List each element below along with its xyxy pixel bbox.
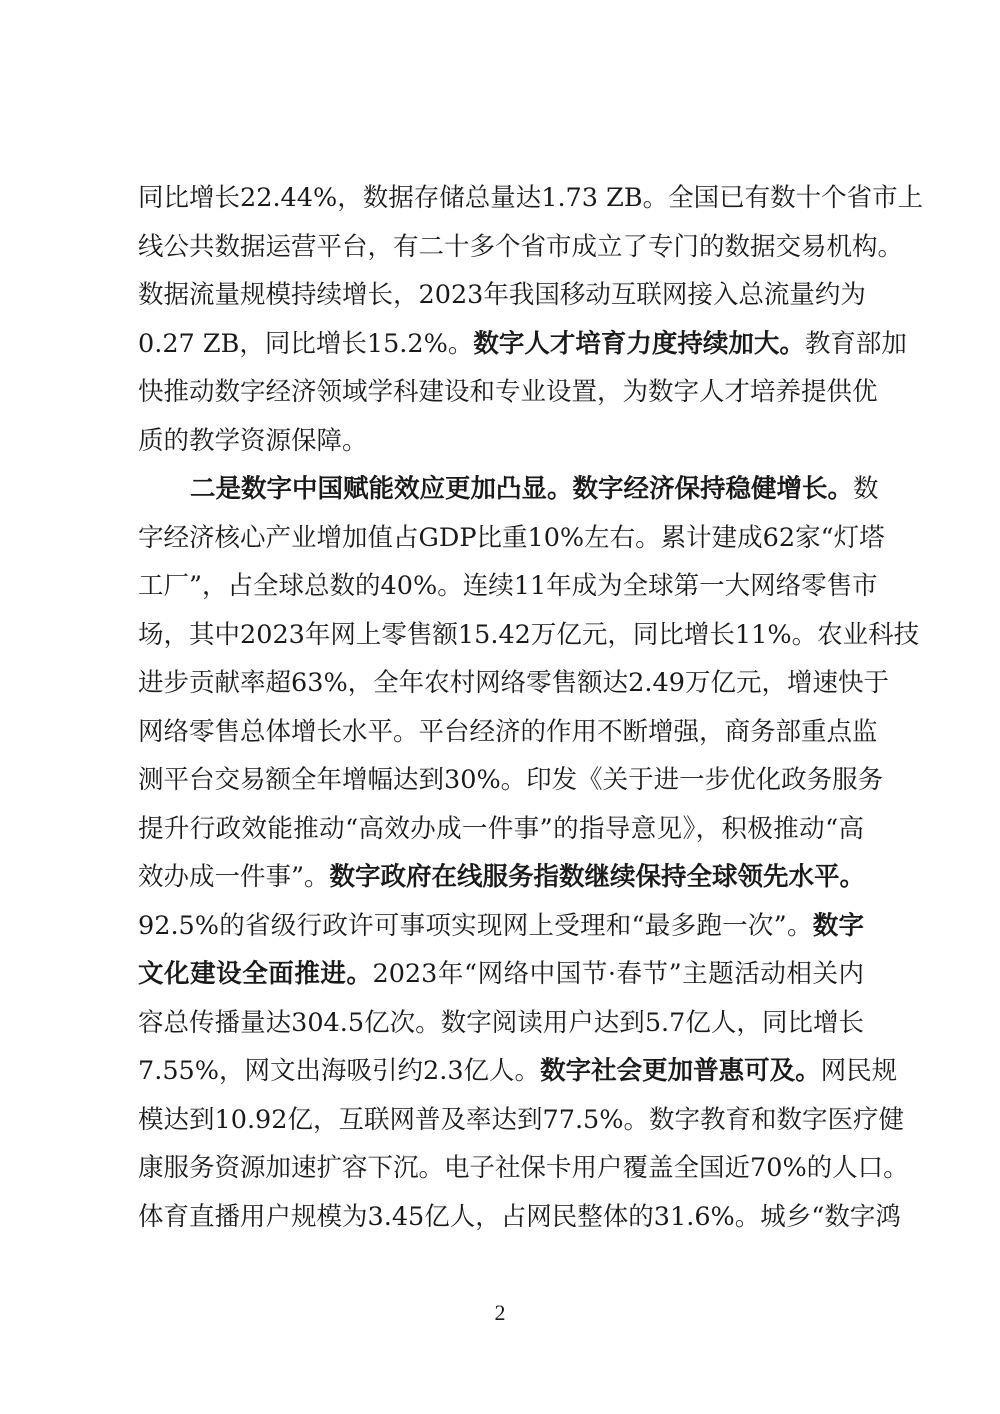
text-segment: 体育直播用户规模为3.45亿人，占网民整体的31.6%。城乡“数字鸿 xyxy=(138,1201,901,1232)
text-segment: 质的教学资源保障。 xyxy=(138,425,368,456)
bold-text-segment: 数字社会更加普惠可及。 xyxy=(540,1056,821,1086)
bold-text-segment: 文化建设全面推进。 xyxy=(138,959,373,989)
text-line xyxy=(138,851,864,903)
text-line xyxy=(138,1142,909,1194)
text-line xyxy=(190,463,879,515)
text-line xyxy=(138,900,864,952)
text-line xyxy=(138,803,864,855)
text-line xyxy=(138,221,904,273)
text-line xyxy=(138,172,924,224)
text-segment: 7.55%，网文出海吸引约2.3亿人。 xyxy=(138,1056,541,1086)
text-line xyxy=(138,997,864,1049)
text-segment: 网民规 xyxy=(820,1056,898,1086)
text-line xyxy=(138,560,878,612)
text-line xyxy=(138,706,878,758)
bold-text-segment: 二是数字中国赋能效应更加凸显。数字经济保持稳健增长。 xyxy=(190,474,854,504)
text-segment: 数 xyxy=(853,474,879,504)
text-segment: 92.5%的省级行政许可事项实现网上受理和“最多跑一次”。 xyxy=(138,910,813,941)
text-segment: 0.27 ZB，同比增长15.2%。 xyxy=(138,328,474,359)
text-line xyxy=(138,512,885,564)
text-segment: 线公共数据运营平台，有二十多个省市成立了专门的数据交易机构。 xyxy=(138,231,904,262)
text-segment: 2023年“网络中国节·春节”主题活动相关内 xyxy=(372,959,864,989)
bold-text-segment: 数字 xyxy=(812,910,864,941)
text-line xyxy=(138,1191,901,1243)
text-segment: 容总传播量达304.5亿次。数字阅读用户达到5.7亿人，同比增长 xyxy=(138,1007,864,1038)
text-line xyxy=(138,366,878,418)
bold-text-segment: 数字政府在线服务指数继续保持全球领先水平。 xyxy=(329,862,866,892)
page-number: 2 xyxy=(494,1300,506,1325)
text-line xyxy=(138,415,864,467)
text-segment: 测平台交易额全年增幅达到30%。印发《关于进一步优化政务服务 xyxy=(138,765,884,795)
text-segment: 工厂”，占全球总数的40%。连续11年成为全球第一大网络零售市 xyxy=(138,571,878,601)
text-line xyxy=(138,1094,905,1146)
text-segment: 康服务资源加速扩容下沉。电子社保卡用户覆盖全国近70%的人口。 xyxy=(138,1153,909,1183)
text-segment: 进步贡献率超63%，全年农村网络零售额达2.49万亿元，增速快于 xyxy=(138,668,889,698)
text-segment: 字经济核心产业增加值占GDP比重10%左右。累计建成62家“灯塔 xyxy=(138,522,885,553)
text-segment: 提升行政效能推动“高效办成一件事”的指导意见》，积极推动“高 xyxy=(138,813,864,844)
text-segment: 模达到10.92亿，互联网普及率达到77.5%。数字教育和数字医疗健 xyxy=(138,1104,905,1135)
text-segment: 教育部加 xyxy=(804,328,907,359)
text-line xyxy=(138,318,907,370)
text-line xyxy=(138,609,920,661)
text-segment: 快推动数字经济领域学科建设和专业设置，为数字人才培养提供优 xyxy=(138,377,878,407)
text-segment: 数据流量规模持续增长，2023年我国移动互联网接入总流量约为 xyxy=(138,280,866,310)
text-line xyxy=(138,657,889,709)
text-segment: 场，其中2023年网上零售额15.42万亿元，同比增长11%。农业科技 xyxy=(138,619,920,650)
text-segment: 网络零售总体增长水平。平台经济的作用不断增强，商务部重点监 xyxy=(138,716,878,747)
text-line xyxy=(138,1045,898,1097)
text-line xyxy=(138,754,884,806)
text-line xyxy=(138,269,864,321)
bold-text-segment: 数字人才培育力度持续加大。 xyxy=(473,328,805,359)
text-segment: 同比增长22.44%，数据存储总量达1.73 ZB。全国已有数十个省市上 xyxy=(138,183,924,213)
text-segment: 效办成一件事”。 xyxy=(138,862,330,892)
text-line xyxy=(138,948,864,1000)
